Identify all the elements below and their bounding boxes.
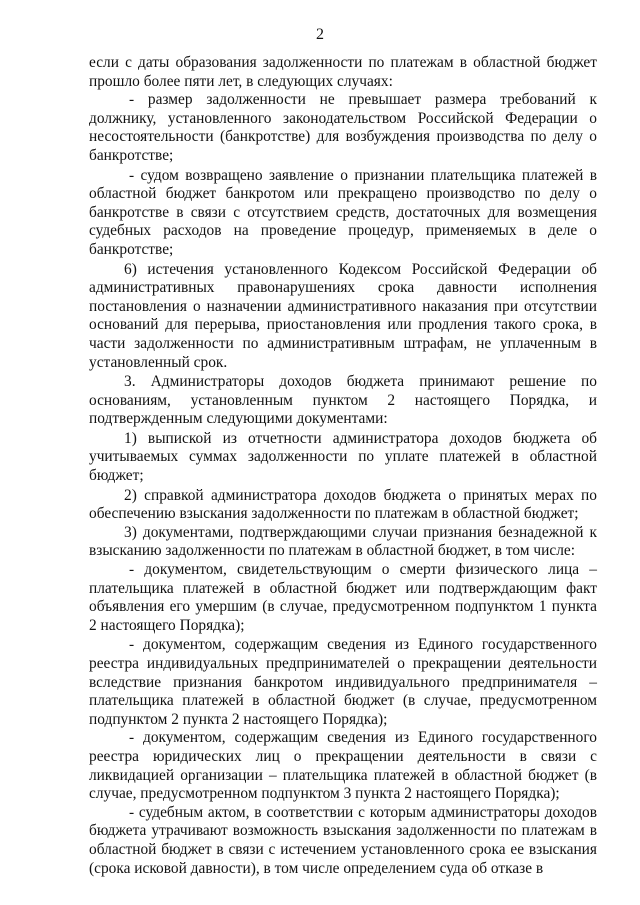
paragraph-court-act: - судебным актом, в соответствии с которым администраторы доходов бюджета утрачивают возможность взыскания задолженности по платежам в областной бюджет в связи с истечением установленного срока ее взыскания (срока исковой давности), в том числе определением суда об отказе в: [89, 803, 597, 877]
paragraph-court-returned: - судом возвращено заявление о признании плательщика платежей в областной бюджет банкротом или прекращено производство по делу о банкротстве в связи с отсутствием средств, достаточных для возмещения судебных расходов на проведение процедур, применяемых в деле о банкротстве;: [89, 166, 597, 258]
paragraph-clause-3: 3. Администраторы доходов бюджета принимают решение по основаниям, установленным пунктом 2 настоящего Порядка, и подтвержденным следующими документами:: [89, 373, 597, 428]
page-number: 2: [316, 26, 324, 43]
paragraph-death-document: - документом, свидетельствующим о смерти физического лица – плательщика платежей в областной бюджет или подтверждающим факт объявления его умершим (в случае, предусмотренном подпунктом 1 пункта 2 настоящего Порядка);: [89, 561, 597, 634]
paragraph-sub-2: 2) справкой администратора доходов бюджета о принятых мерах по обеспечению взыскания задолженности по платежам в областной бюджет;: [89, 486, 597, 523]
paragraph-sub-3: 3) документами, подтверждающими случаи признания безнадежной к взысканию задолженности по платежам в областной бюджет, в том числе:: [89, 523, 597, 560]
paragraph-debt-size: - размер задолженности не превышает размера требований к должнику, установленного законодательством Российской Федерации о несостоятельности (банкротстве) для возбуждения производства по делу о банкротстве;: [89, 91, 597, 164]
paragraph-legal-entity-registry: - документом, содержащим сведения из Единого государственного реестра юридических лиц о прекращении деятельности в связи с ликвидацией организации – плательщика платежей в областной бюджет (в случае, предусмотренном подпунктом 3 пункта 2 настоящего Порядка);: [89, 729, 597, 803]
paragraph-intro: если с даты образования задолженности по платежам в областной бюджет прошло более пяти лет, в следующих случаях:: [89, 54, 597, 90]
paragraph-item-6: 6) истечения установленного Кодексом Российской Федерации об административных правонарушениях срока давности исполнения постановления о назначении административного наказания при отсутствии оснований для перерыва, приостановления или продления такого срока, в части задолженности по административным штрафам, не уплаченным в установленный срок.: [89, 260, 597, 371]
paragraph-sub-1: 1) выпиской из отчетности администратора доходов бюджета об учитываемых суммах задолженности по уплате платежей в областной бюджет;: [89, 429, 597, 485]
paragraph-entrepreneur-registry: - документом, содержащим сведения из Единого государственного реестра индивидуальных предпринимателей о прекращении деятельности вследствие признания банкротом индивидуального предпринимателя – плательщика платежей в областной бюджет (в случае, предусмотренном подпунктом 2 пункта 2 настоящего Порядка);: [89, 636, 597, 728]
document-body: [89, 54, 597, 878]
